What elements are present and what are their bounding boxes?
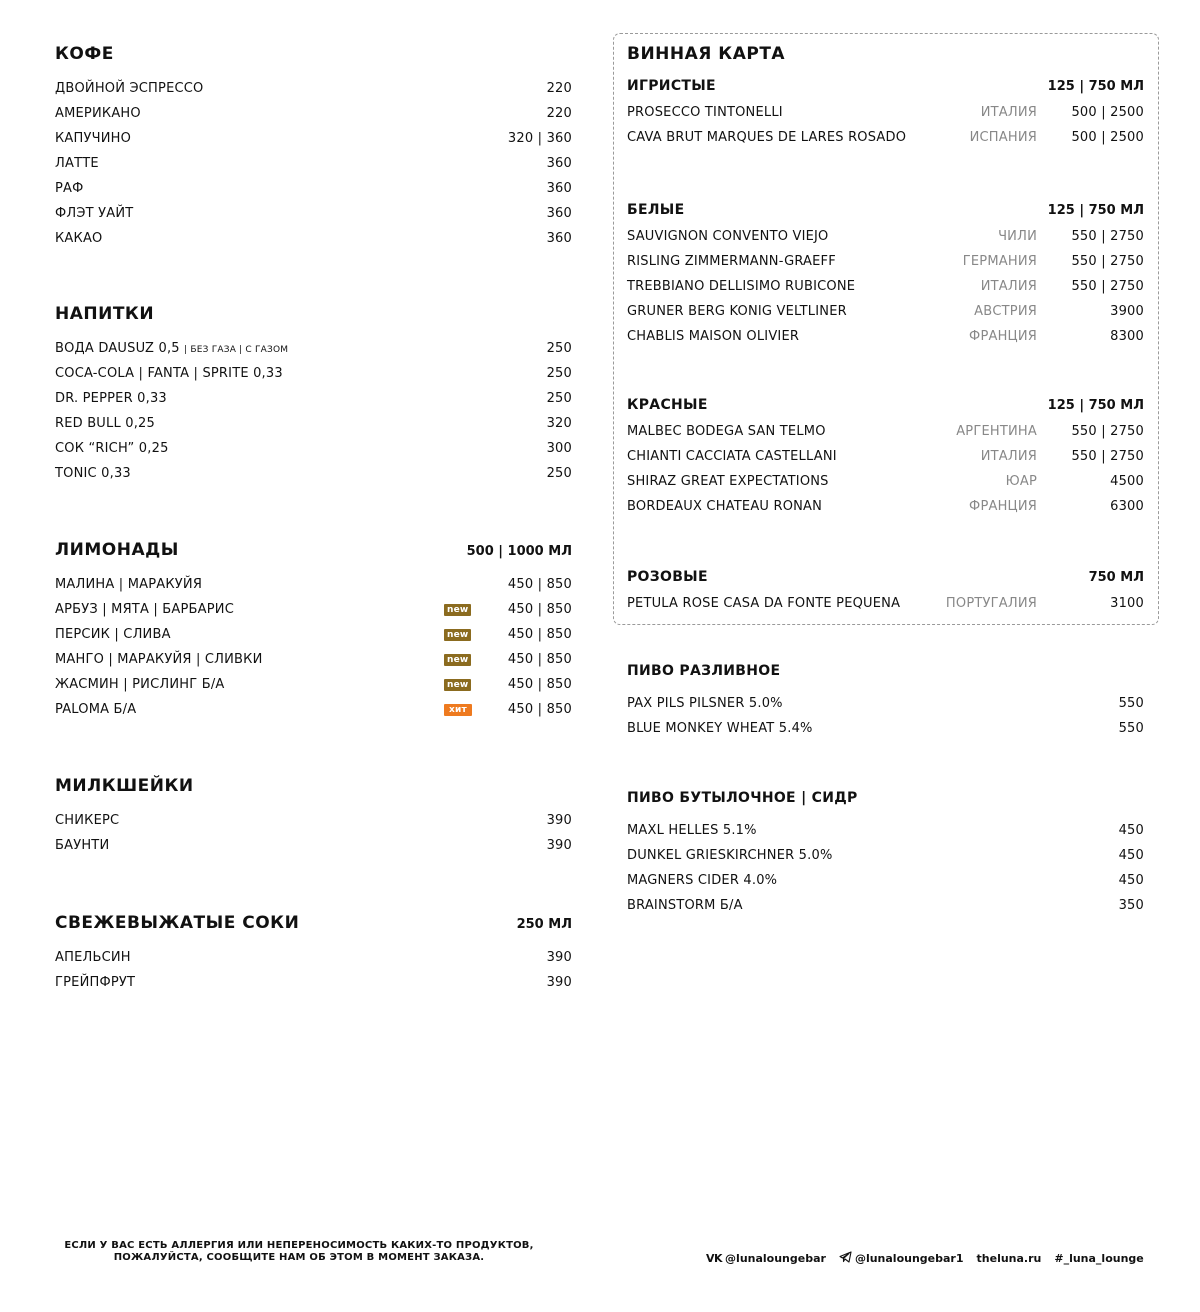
group-title: КРАСНЫЕ (627, 397, 708, 413)
volume-label: 500 | 1000 МЛ (466, 544, 572, 559)
wine-item: MALBEC BODEGA SAN TELMO АРГЕНТИНА 550 | 2750 (627, 424, 1144, 439)
volume-label: 125 | 750 МЛ (1047, 79, 1144, 94)
wine-item: CHIANTI CACCIATA CASTELLANI ИТАЛИЯ 550 | 2750 (627, 449, 1144, 464)
menu-item: MAGNERS CIDER 4.0% 450 (627, 873, 1144, 888)
menu-item: TONIC 0,33 250 (55, 466, 572, 481)
section-bottled-beer (627, 790, 1144, 918)
wine-group-sparkling (627, 78, 1144, 150)
left-column (55, 44, 572, 995)
menu-item: RED BULL 0,25 320 (55, 416, 572, 431)
hit-badge: хит (444, 704, 472, 716)
allergy-note: ЕСЛИ У ВАС ЕСТЬ АЛЛЕРГИЯ ИЛИ НЕПЕРЕНОСИМОСТЬ КАКИХ-ТО ПРОДУКТОВ, ПОЖАЛУЙСТА, СООБЩИТЕ НАМ ОБ ЭТОМ В МОМЕНТ ЗАКАЗА. (64, 1240, 534, 1263)
item-list (627, 100, 1144, 150)
wine-item: GRUNER BERG KONIG VELTLINER АВСТРИЯ 3900 (627, 304, 1144, 319)
right-column (627, 44, 1144, 918)
menu-item: КАПУЧИНО 320 | 360 (55, 131, 572, 146)
item-list (55, 808, 572, 858)
menu-item: КАКАО 360 (55, 231, 572, 246)
menu-item: DR. PEPPER 0,33 250 (55, 391, 572, 406)
item-list (55, 945, 572, 995)
menu-item: ФЛЭТ УАЙТ 360 (55, 206, 572, 221)
item-list (55, 76, 572, 251)
menu-item: ПЕРСИК | СЛИВА new 450 | 850 (55, 627, 572, 642)
wine-card-header (627, 44, 1144, 68)
group-title: ПИВО РАЗЛИВНОЕ (627, 663, 781, 679)
section-title: СВЕЖЕВЫЖАТЫЕ СОКИ (55, 913, 300, 933)
section-title: ВИННАЯ КАРТА (627, 44, 786, 64)
item-list (627, 691, 1144, 741)
item-list (55, 572, 572, 722)
menu-item: BLUE MONKEY WHEAT 5.4% 550 (627, 721, 1144, 736)
hashtag: #_luna_lounge (1054, 1252, 1144, 1265)
menu-item: MAXL HELLES 5.1% 450 (627, 823, 1144, 838)
section-milkshakes (55, 776, 572, 858)
group-title: РОЗОВЫЕ (627, 569, 708, 585)
menu-item: ВОДА DAUSUZ 0,5 | БЕЗ ГАЗА | С ГАЗОМ 250 (55, 341, 572, 356)
website-link[interactable]: theluna.ru (976, 1252, 1042, 1265)
wine-item: BORDEAUX CHATEAU RONAN ФРАНЦИЯ 6300 (627, 499, 1144, 514)
item-list (627, 419, 1144, 519)
section-coffee (55, 44, 572, 251)
group-title: БЕЛЫЕ (627, 202, 685, 218)
menu-item: МАНГО | МАРАКУЙЯ | СЛИВКИ new 450 | 850 (55, 652, 572, 667)
vk-icon: VK (706, 1252, 723, 1265)
item-list (55, 336, 572, 486)
wine-item: PROSECCO TINTONELLI ИТАЛИЯ 500 | 2500 (627, 105, 1144, 120)
menu-item: РАФ 360 (55, 181, 572, 196)
menu-item: СНИКЕРС 390 (55, 813, 572, 828)
menu-item: DUNKEL GRIESKIRCHNER 5.0% 450 (627, 848, 1144, 863)
section-fresh-juices (55, 913, 572, 995)
item-list (627, 818, 1144, 918)
item-list (627, 591, 1144, 616)
wine-group-rose (627, 569, 1144, 616)
new-badge: new (444, 654, 471, 666)
volume-label: 125 | 750 МЛ (1047, 203, 1144, 218)
wine-item: RISLING ZIMMERMANN-GRAEFF ГЕРМАНИЯ 550 | 2750 (627, 254, 1144, 269)
group-title: ИГРИСТЫЕ (627, 78, 716, 94)
section-draft-beer (627, 663, 1144, 741)
menu-item: ЛАТТЕ 360 (55, 156, 572, 171)
wine-group-white (627, 202, 1144, 349)
menu-item: АПЕЛЬСИН 390 (55, 950, 572, 965)
menu-item: ГРЕЙПФРУТ 390 (55, 975, 572, 990)
new-badge: new (444, 629, 471, 641)
section-lemonades (55, 540, 572, 722)
volume-label: 750 МЛ (1088, 570, 1144, 585)
menu-item: АМЕРИКАНО 220 (55, 106, 572, 121)
volume-label: 250 МЛ (516, 917, 572, 932)
new-badge: new (444, 679, 471, 691)
section-title: КОФЕ (55, 44, 114, 64)
menu-item: СОК “RICH” 0,25 300 (55, 441, 572, 456)
wine-item: CAVA BRUT MARQUES DE LARES ROSADO ИСПАНИЯ 500 | 2500 (627, 130, 1144, 145)
vk-link[interactable]: VK @lunaloungebar (706, 1252, 826, 1265)
wine-group-red (627, 397, 1144, 519)
section-title: МИЛКШЕЙКИ (55, 776, 194, 796)
section-title: ЛИМОНАДЫ (55, 540, 179, 560)
wine-item: PETULA ROSE CASA DA FONTE PEQUENA ПОРТУГАЛИЯ 3100 (627, 596, 1144, 611)
telegram-icon (839, 1251, 852, 1266)
menu-item: МАЛИНА | МАРАКУЙЯ 450 | 850 (55, 577, 572, 592)
section-drinks (55, 304, 572, 486)
volume-label: 125 | 750 МЛ (1047, 398, 1144, 413)
menu-item: PAX PILS PILSNER 5.0% 550 (627, 696, 1144, 711)
menu-item: PALOMA Б/А хит 450 | 850 (55, 702, 572, 717)
menu-item: АРБУЗ | МЯТА | БАРБАРИС new 450 | 850 (55, 602, 572, 617)
menu-item: ЖАСМИН | РИСЛИНГ Б/А new 450 | 850 (55, 677, 572, 692)
group-title: ПИВО БУТЫЛОЧНОЕ | СИДР (627, 790, 858, 806)
wine-item: CHABLIS MAISON OLIVIER ФРАНЦИЯ 8300 (627, 329, 1144, 344)
telegram-link[interactable]: @lunaloungebar1 (839, 1251, 964, 1266)
menu-item: COCA-COLA | FANTA | SPRITE 0,33 250 (55, 366, 572, 381)
wine-item: TREBBIANO DELLISIMO RUBICONE ИТАЛИЯ 550 | 2750 (627, 279, 1144, 294)
menu-item: БАУНТИ 390 (55, 838, 572, 853)
wine-item: SAUVIGNON CONVENTO VIEJO ЧИЛИ 550 | 2750 (627, 229, 1144, 244)
new-badge: new (444, 604, 471, 616)
wine-item: SHIRAZ GREAT EXPECTATIONS ЮАР 4500 (627, 474, 1144, 489)
item-list (627, 224, 1144, 349)
section-title: НАПИТКИ (55, 304, 155, 324)
menu-item: ДВОЙНОЙ ЭСПРЕССО 220 (55, 81, 572, 96)
social-links (706, 1251, 1157, 1266)
menu-item: BRAINSTORM Б/А 350 (627, 898, 1144, 913)
